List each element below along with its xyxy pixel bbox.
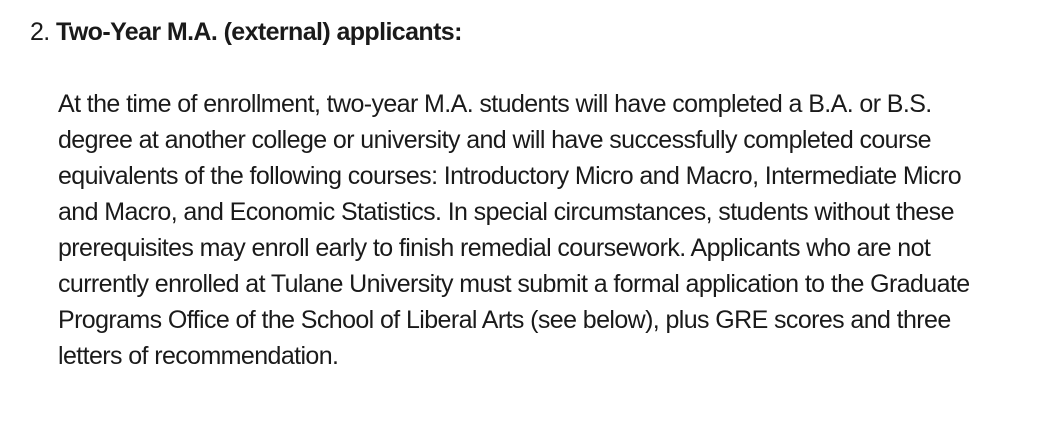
item-body-paragraph — [58, 86, 1043, 374]
body-line: degree at another college or university and will have successfully completed course — [58, 126, 931, 154]
body-line: and Macro, and Economic Statistics. In special circumstances, students without these — [58, 198, 954, 226]
item-number: 2. — [30, 18, 50, 46]
body-line: equivalents of the following courses: Introductory Micro and Macro, Intermediate Micro — [58, 162, 962, 190]
numbered-list-item — [30, 12, 1040, 374]
body-line: At the time of enrollment, two-year M.A. students will have completed a B.A. or B.S. — [58, 90, 932, 118]
body-line: prerequisites may enroll early to finish remedial coursework. Applicants who are not — [58, 234, 931, 262]
item-heading — [30, 12, 1040, 52]
body-line: Programs Office of the School of Liberal Arts (see below), plus GRE scores and three — [58, 306, 951, 334]
body-line: letters of recommendation. — [58, 342, 339, 370]
item-title: Two-Year M.A. (external) applicants: — [56, 18, 462, 46]
body-line: currently enrolled at Tulane University must submit a formal application to the Graduate — [58, 270, 970, 298]
